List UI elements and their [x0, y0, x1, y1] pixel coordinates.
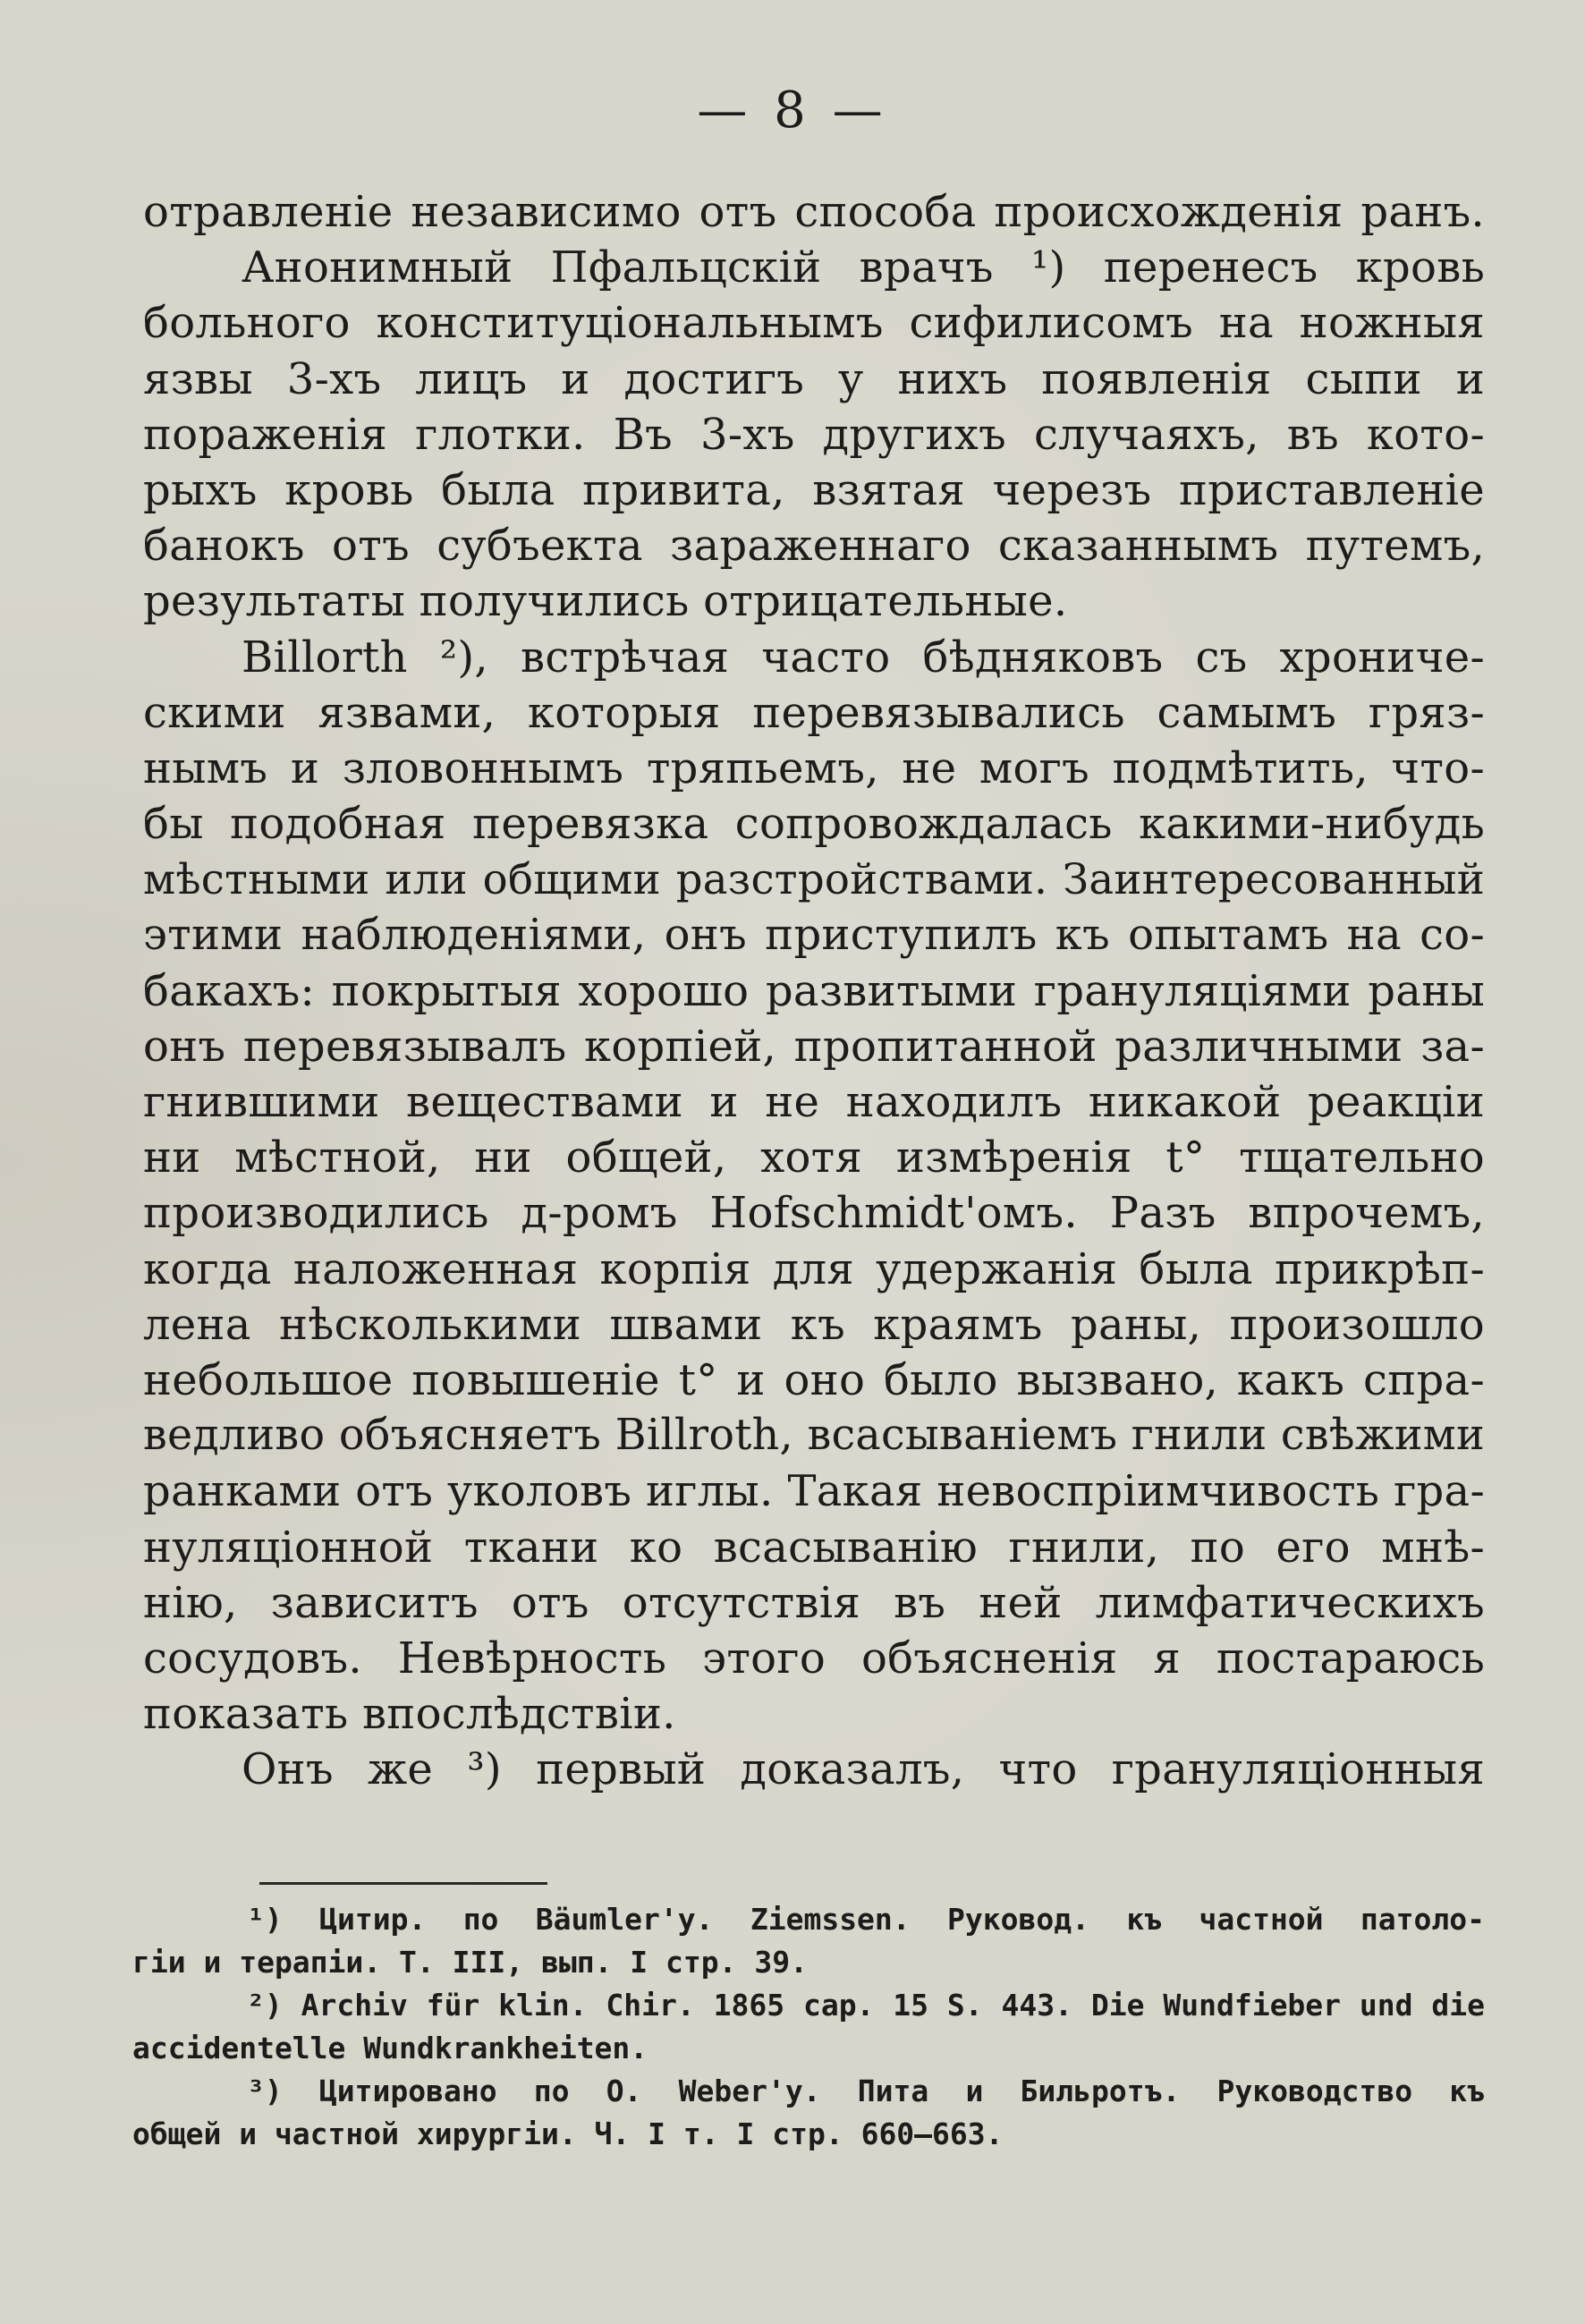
- text-line: нымъ и зловоннымъ тряпьемъ, не могъ подмѣтить, что-: [143, 742, 1485, 793]
- text-line: лена нѣсколькими швами къ краямъ раны, произошло: [143, 1299, 1485, 1350]
- text-line: пораженія глотки. Въ 3-хъ другихъ случаяхъ, въ кото-: [143, 409, 1485, 460]
- text-line: рыхъ кровь была привита, взятая черезъ приставленіе: [143, 464, 1485, 515]
- text-line: бакахъ: покрытыя хорошо развитыми грануляціями раны: [143, 965, 1485, 1016]
- text-line: нію, зависитъ отъ отсутствія въ ней лимфатическихъ: [143, 1577, 1485, 1628]
- main-text: [143, 184, 1485, 1797]
- text-line: Billorth ²), встрѣчая часто бѣдняковъ съ хрониче-: [242, 632, 1485, 683]
- text-line: ранками отъ уколовъ иглы. Такая невоспріимчивость гра-: [143, 1466, 1485, 1517]
- footnote-separator: [259, 1882, 547, 1885]
- footnotes: [132, 1898, 1485, 2156]
- text-line: когда наложенная корпія для удержанія была прикрѣп-: [143, 1243, 1485, 1294]
- text-line: отравленіе независимо отъ способа происхожденія ранъ.: [143, 187, 1485, 237]
- text-line: ни мѣстной, ни общей, хотя измѣренія t° тщательно: [143, 1132, 1485, 1183]
- text-line: показать впослѣдствіи.: [143, 1689, 676, 1740]
- text-line: небольшое повышеніе t° и оно было вызвано, какъ спра-: [143, 1354, 1485, 1405]
- text-line: результаты получились отрицательные.: [143, 576, 1068, 627]
- text-line: нуляціонной ткани ко всасыванію гнили, по его мнѣ-: [143, 1522, 1485, 1573]
- text-line: производились д-ромъ Hofschmidt'омъ. Разъ впрочемъ,: [143, 1188, 1485, 1239]
- footnote-line: гіи и терапіи. Т. III, вып. I стр. 39.: [132, 1945, 808, 1980]
- page-number: — 8 —: [697, 81, 888, 140]
- footnote-line: accidentelle Wundkrankheiten.: [132, 2031, 648, 2065]
- text-line: банокъ отъ субъекта зараженнаго сказаннымъ путемъ,: [143, 521, 1485, 572]
- footnote-line: ²) Archiv für klin. Chir. 1865 cap. 15 S. 443. Die Wundfieber und die: [247, 1988, 1485, 2023]
- text-line: больного конституціональнымъ сифилисомъ на ножныя: [143, 298, 1485, 349]
- text-line: мѣстными или общими разстройствами. Заинтересованный: [143, 855, 1485, 904]
- text-line: скими язвами, которыя перевязывались самымъ гряз-: [143, 687, 1485, 738]
- text-line: сосудовъ. Невѣрность этого объясненія я постараюсь: [143, 1633, 1485, 1684]
- text-line: Онъ же ³) первый доказалъ, что грануляціонныя: [242, 1744, 1485, 1795]
- text-line: гнившими веществами и не находилъ никакой реакціи: [143, 1077, 1485, 1127]
- footnote-line: ¹) Цитир. по Bäumler'у. Ziemssen. Руковод. къ частной патоло-: [247, 1902, 1485, 1937]
- footnote-line: общей и частной хирургіи. Ч. I т. I стр. 660—663.: [132, 2116, 1004, 2151]
- text-line: онъ перевязывалъ корпіей, пропитанной различными за-: [143, 1021, 1485, 1072]
- text-line: ведливо объясняетъ Billroth, всасываніемъ гнили свѣжими: [143, 1411, 1485, 1461]
- text-line: бы подобная перевязка сопровождалась какими-нибудь: [143, 799, 1485, 850]
- text-line: этими наблюденіями, онъ приступилъ къ опытамъ на со-: [143, 910, 1485, 961]
- footnote-line: ³) Цитировано по О. Weber'у. Пита и Бильротъ. Руководство къ: [247, 2074, 1485, 2108]
- text-line: Анонимный Пфальцскій врачъ ¹) перенесъ кровь: [242, 242, 1485, 293]
- text-line: язвы 3-хъ лицъ и достигъ у нихъ появленія сыпи и: [143, 353, 1485, 404]
